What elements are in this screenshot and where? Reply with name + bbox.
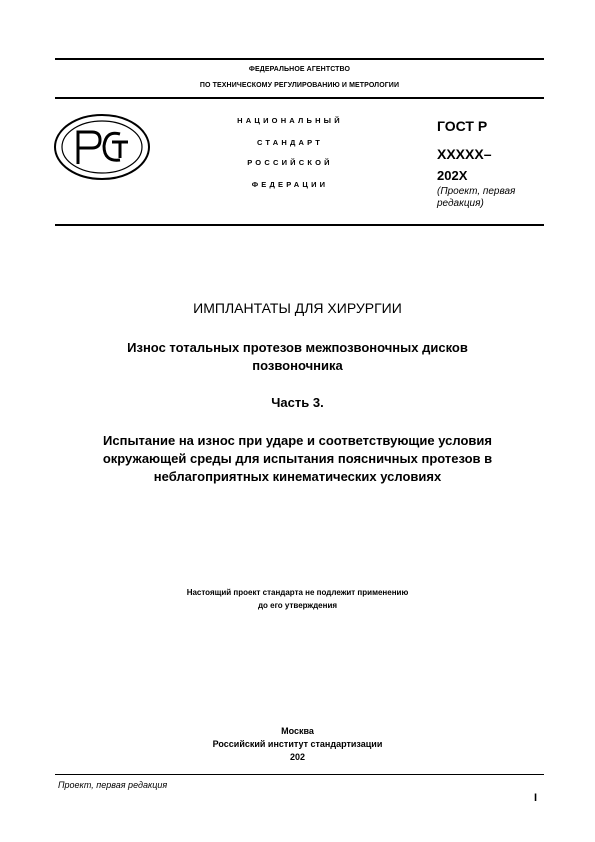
document-title: ИМПЛАНТАТЫ ДЛЯ ХИРУРГИИ (193, 300, 402, 316)
footer-draft-label: Проект, первая редакция (58, 780, 168, 790)
agency-line-1: ФЕДЕРАЛЬНОЕ АГЕНТСТВО (248, 66, 351, 73)
footer-rule (55, 774, 544, 775)
header-bottom-rule (55, 224, 544, 226)
rst-logo-icon (52, 112, 152, 182)
national-line-4: ФЕДЕРАЦИИ (251, 180, 329, 189)
gost-number: ХХХХХ– (437, 146, 492, 162)
draft-note-line-1: (Проект, первая (437, 186, 516, 197)
description-line-3: неблагоприятных кинематических условиях (153, 469, 442, 484)
national-line-3: РОССИЙСКОЙ (247, 158, 333, 167)
gost-label: ГОСТ Р (437, 118, 488, 134)
publisher-year: 202 (289, 752, 306, 762)
publisher-institute: Российский институт стандартизации (212, 739, 383, 749)
gost-year: 202Х (437, 168, 468, 183)
header-top-rule (55, 97, 544, 99)
subtitle-line-2: позвоночника (252, 358, 343, 373)
top-rule (55, 58, 544, 60)
national-line-2: СТАНДАРТ (256, 138, 323, 147)
agency-line-2: ПО ТЕХНИЧЕСКОМУ РЕГУЛИРОВАНИЮ И МЕТРОЛОГИИ (199, 82, 400, 89)
draft-note (437, 186, 547, 210)
page-number: I (534, 792, 538, 804)
description-line-2: окружающей среды для испытания поясничных протезов в (102, 451, 493, 466)
draft-note-line-2: редакция) (437, 198, 484, 209)
national-line-1: НАЦИОНАЛЬНЫЙ (237, 116, 343, 125)
description-line-1: Испытание на износ при ударе и соответствующие условия (103, 433, 492, 448)
part-label: Часть 3. (271, 395, 324, 410)
subtitle-line-1: Износ тотальных протезов межпозвоночных дисков (127, 340, 468, 355)
notice-line-1: Настоящий проект стандарта не подлежит применению (186, 588, 409, 597)
publisher-city: Москва (281, 726, 314, 736)
notice-line-2: до его утверждения (257, 601, 338, 610)
